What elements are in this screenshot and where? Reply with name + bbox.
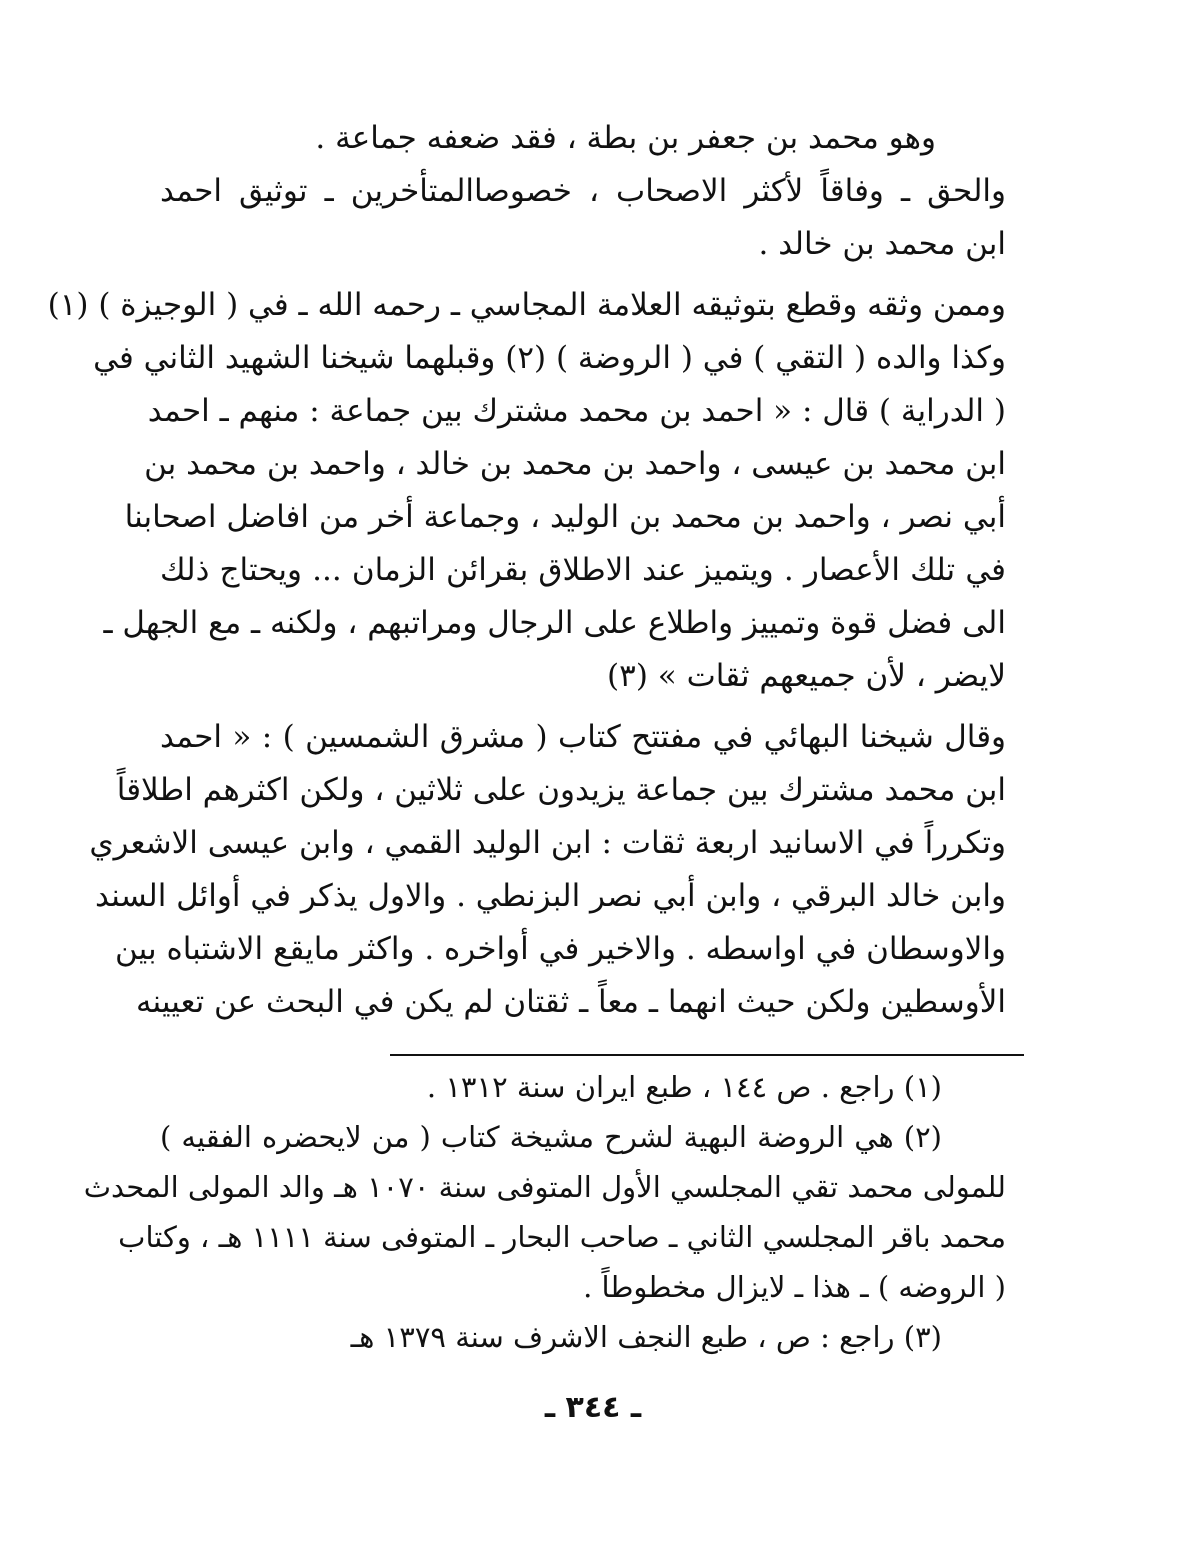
text-line: الأوسطين ولكن حيث انهما ـ معاً ـ ثقتان لم يكن في البحث عن تعيينه — [135, 984, 1006, 1020]
text-line: وقال شيخنا البهائي في مفتتح كتاب ( مشرق الشمسين ) : « احمد — [160, 719, 1006, 755]
footnote-2-cont: للمولى محمد تقي المجلسي الأول المتوفى سنة ١٠٧٠ هـ والد المولى المحدث — [83, 1170, 1006, 1204]
text-line: والحق ـ وفاقاً لأكثر الاصحاب ، خصوصاالمتأخرين ـ توثيق احمد — [160, 173, 1006, 209]
page-number: ـ ٣٤٤ ـ — [544, 1390, 642, 1425]
text-line: لايضر ، لأن جميعهم ثقات » (٣) — [607, 658, 1006, 694]
footnote-3: (٣) راجع : ص ، طبع النجف الاشرف سنة ١٣٧٩ هـ — [350, 1320, 942, 1354]
footnote-1: (١) راجع . ص ١٤٤ ، طبع ايران سنة ١٣١٢ . — [426, 1070, 942, 1104]
text-line: وابن خالد البرقي ، وابن أبي نصر البزنطي . والاول يذكر في أوائل السند — [94, 878, 1006, 914]
text-line: وتكرراً في الاسانيد اربعة ثقات : ابن الوليد القمي ، وابن عيسى الاشعري — [89, 825, 1006, 861]
text-line: وممن وثقه وقطع بتوثيقه العلامة المجاسي ـ رحمه الله ـ في ( الوجيزة ) (١) — [47, 287, 1006, 323]
text-line: في تلك الأعصار . ويتميز عند الاطلاق بقرائن الزمان ... ويحتاج ذلك — [160, 552, 1006, 588]
footnote-divider — [390, 1054, 1024, 1056]
text-line: ابن محمد بن عيسى ، واحمد بن محمد بن خالد ، واحمد بن محمد بن — [144, 446, 1006, 482]
main-text — [47, 112, 1006, 1029]
text-line: الى فضل قوة وتمييز واطلاع على الرجال ومراتبهم ، ولكنه ـ مع الجهل ـ — [103, 605, 1006, 641]
footnotes — [83, 1062, 1006, 1362]
text-line: والاوسطان في اواسطه . والاخير في أواخره . واكثر مايقع الاشتباه بين — [115, 931, 1006, 967]
footnote-2-cont: محمد باقر المجلسي الثاني ـ صاحب البحار ـ المتوفى سنة ١١١١ هـ ، وكتاب — [118, 1220, 1006, 1254]
text-line: أبي نصر ، واحمد بن محمد بن الوليد ، وجماعة أخر من افاضل اصحابنا — [124, 499, 1006, 535]
footnote-2-cont: ( الروضه ) ـ هذا ـ لايزال مخطوطاً . — [583, 1270, 1006, 1304]
footnote-2: (٢) هي الروضة البهية لشرح مشيخة كتاب ( من لايحضره الفقيه ) — [160, 1120, 942, 1154]
text-line: ابن محمد مشترك بين جماعة يزيدون على ثلاثين ، ولكن اكثرهم اطلاقاً — [116, 772, 1006, 808]
text-line: وكذا والده ( التقي ) في ( الروضة ) (٢) وقبلهما شيخنا الشهيد الثاني في — [93, 340, 1006, 376]
text-line: ابن محمد بن خالد . — [758, 226, 1006, 262]
text-line: ( الدراية ) قال : « احمد بن محمد مشترك بين جماعة : منهم ـ احمد — [147, 393, 1006, 429]
text-line: وهو محمد بن جعفر بن بطة ، فقد ضعفه جماعة . — [315, 120, 936, 156]
